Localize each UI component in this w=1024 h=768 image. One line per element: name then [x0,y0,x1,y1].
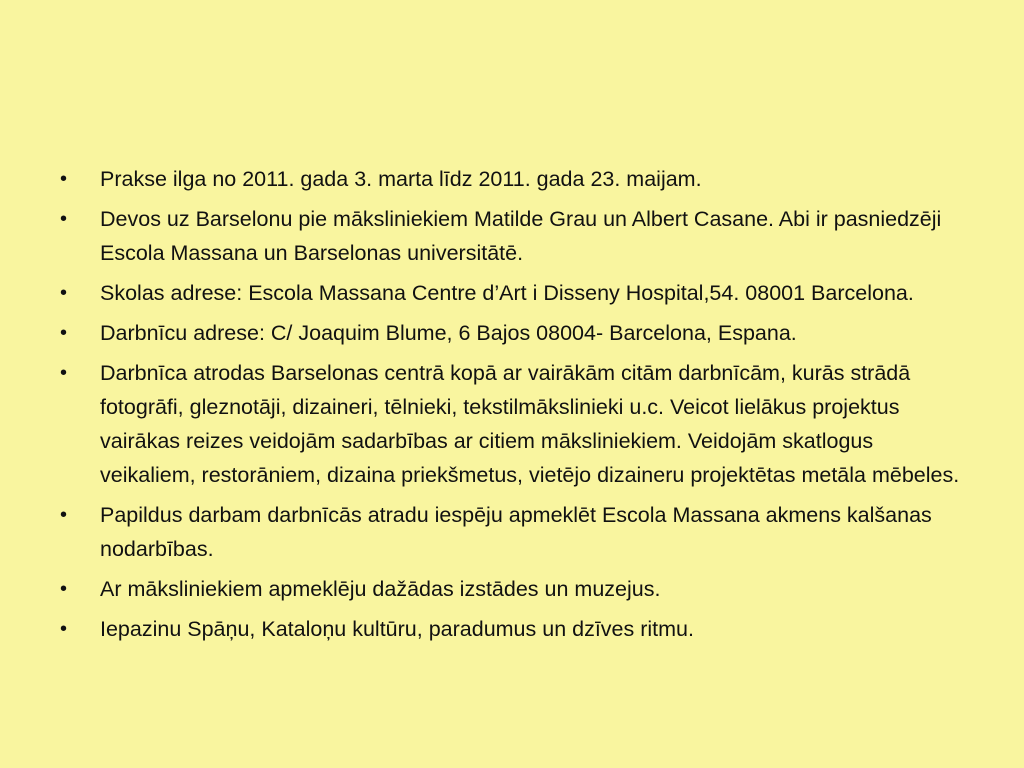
bullet-text: Papildus darbam darbnīcās atradu iespēju apmeklēt Escola Massana akmens kalšanas nodarbības. [100,503,932,561]
bullet-icon: • [60,322,68,344]
bullet-item [60,316,960,350]
bullet-text: Ar māksliniekiem apmeklēju dažādas izstādes un muzejus. [100,577,661,601]
bullet-text: Darbnīcu adrese: C/ Joaquim Blume, 6 Bajos 08004- Barcelona, Espana. [100,321,797,345]
bullet-text: Skolas adrese: Escola Massana Centre d’Art i Disseny Hospital,54. 08001 Barcelona. [100,281,914,305]
bullet-icon: • [60,504,68,526]
bullet-item [60,202,960,270]
bullet-item [60,356,960,492]
bullet-icon: • [60,362,68,384]
bullet-text: Darbnīca atrodas Barselonas centrā kopā ar vairākām citām darbnīcām, kurās strādā fotogrāfi, gleznotāji, dizaineri, tēlnieki, tekstilmākslinieki u.c. Veicot lielākus projektus vairākas reizes veidojām sadarbības ar citiem māksliniekiem. Veidojām skatlogus veikaliem, restorāniem, dizaina priekšmetus, vietējo dizaineru projektētas metāla mēbeles. [100,361,960,487]
bullet-icon: • [60,168,68,190]
bullet-item [60,498,960,566]
bullet-text: Prakse ilga no 2011. gada 3. marta līdz 2011. gada 23. maijam. [100,167,702,191]
bullet-list [60,162,960,652]
bullet-icon: • [60,282,68,304]
bullet-text: Devos uz Barselonu pie māksliniekiem Matilde Grau un Albert Casane. Abi ir pasniedzēji Escola Massana un Barselonas universitātē. [100,207,942,265]
bullet-icon: • [60,578,68,600]
bullet-icon: • [60,208,68,230]
bullet-icon: • [60,618,68,640]
bullet-item [60,276,960,310]
bullet-item [60,612,960,646]
bullet-item [60,162,960,196]
bullet-item [60,572,960,606]
bullet-text: Iepazinu Spāņu, Kataloņu kultūru, paradumus un dzīves ritmu. [100,617,694,641]
